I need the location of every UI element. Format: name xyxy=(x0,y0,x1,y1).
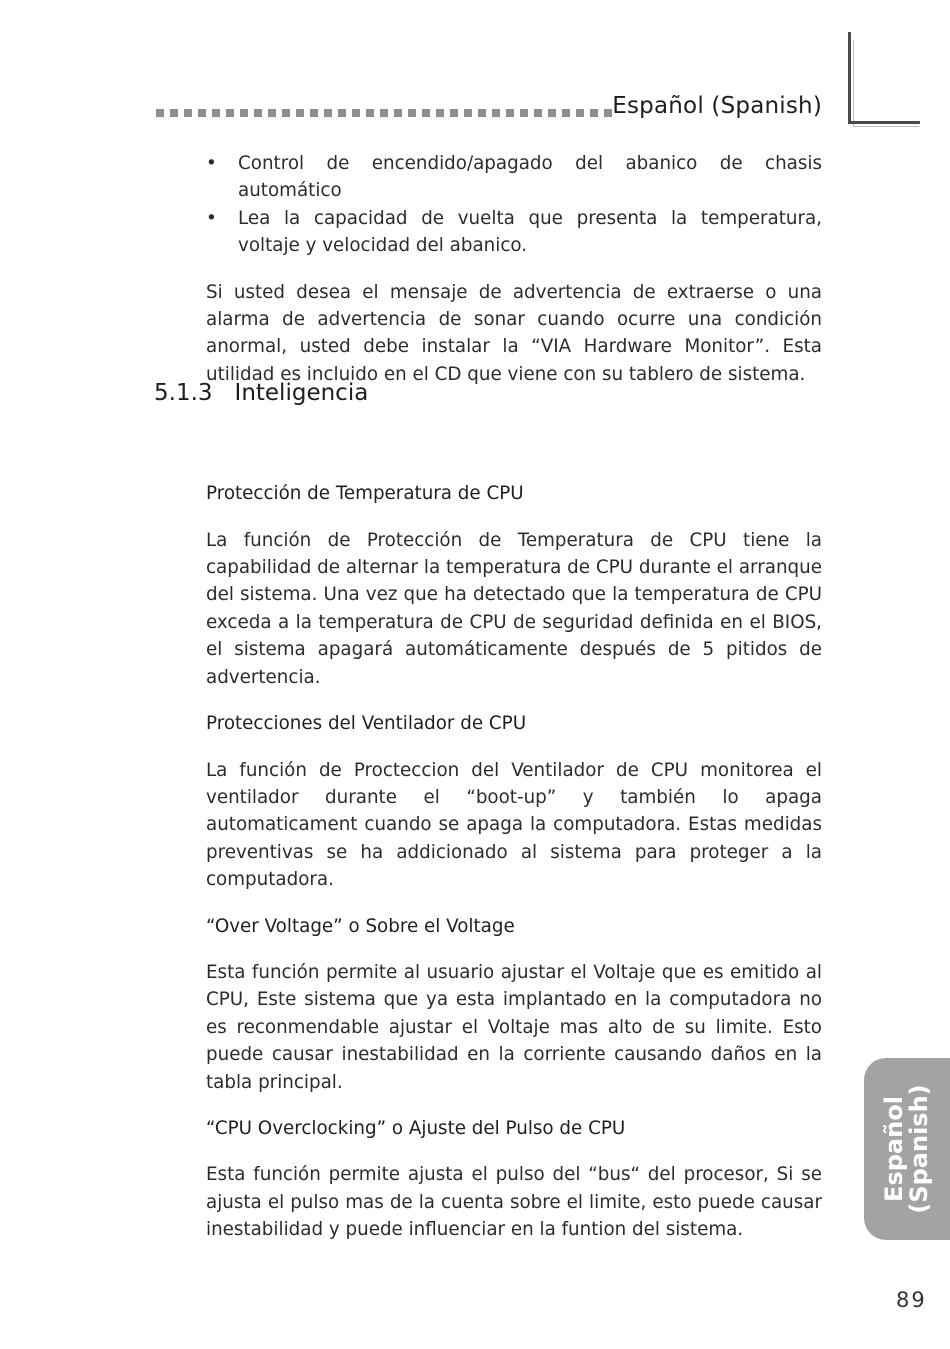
subsection-body: Esta función permite al usuario ajustar el Voltaje que es emitido al CPU, Este sistema que ya esta implantado en la computadora no es reconmendable ajustar el Voltaje mas alto de su limite. Esto puede causar inestabilidad en la corriente causando daños en la tabla principal. xyxy=(206,961,822,1093)
page-number: 89 xyxy=(896,1288,927,1312)
side-tab-label: Español (Spanish) xyxy=(880,1084,933,1214)
crop-mark-horizontal xyxy=(848,121,920,124)
subsection-body: La función de Procteccion del Ventilador de CPU monitorea el ventilador durante el “boot-up” y también lo apaga automaticament cuando se apaga la computadora. Estas medidas preventivas se ha addicionado al sistema para proteger a la computadora. xyxy=(206,759,822,891)
page-content xyxy=(206,150,822,1244)
crop-mark-vertical xyxy=(848,32,851,124)
subsection-heading: “CPU Overclocking” o Ajuste del Pulso de CPU xyxy=(206,1117,626,1139)
header-dot-rule xyxy=(156,109,618,117)
crop-mark-horizontal-shadow xyxy=(853,126,919,127)
subsection-heading: “Over Voltage” o Sobre el Voltage xyxy=(206,915,515,937)
section-number: 5.1.3 xyxy=(154,380,213,406)
feature-bullet-list xyxy=(206,150,822,260)
subsection-body: Esta función permite ajusta el pulso del “bus“ del procesor, Si se ajusta el pulso mas de la cuenta sobre el limite, esto puede causar inestabilidad y puede influenciar en la funtion del sistema. xyxy=(206,1164,822,1241)
list-item-text: Control de encendido/apagado del abanico de chasis automático xyxy=(238,153,822,202)
list-item: • Lea la capacidad de vuelta que presenta la temperatura, voltaje y velocidad del abanico. xyxy=(206,207,822,257)
subsection-body: La función de Protección de Temperatura de CPU tiene la capabilidad de alternar la temperatura de CPU durante el arranque del sistema. Una vez que ha detectado que la temperatura de CPU exceda a la temperatura de CPU de seguridad definida en el BIOS, el sistema apagará automáticamente después de 5 pitidos de advertencia. xyxy=(206,529,822,688)
subsection-heading: Protección de Temperatura de CPU xyxy=(206,483,524,505)
crop-mark-vertical-shadow xyxy=(853,40,854,126)
language-side-tab xyxy=(864,1058,950,1240)
list-item: • Control de encendido/apagado del abanico de chasis automático xyxy=(206,153,822,202)
section-title xyxy=(154,380,368,406)
list-item-text: Lea la capacidad de vuelta que presenta la temperatura, voltaje y velocidad del abanico. xyxy=(238,207,822,257)
subsection-heading: Protecciones del Ventilador de CPU xyxy=(206,713,527,735)
section-title-text: Inteligencia xyxy=(234,380,369,406)
intro-paragraph: Si usted desea el mensaje de advertencia de extraerse o una alarma de advertencia de sonar cuando ocurre una condición anormal, usted debe instalar la “VIA Hardware Monitor”. Esta utilidad es incluido en el CD que viene con su tablero de sistema. xyxy=(206,281,822,385)
header-title: Español (Spanish) xyxy=(612,93,822,119)
